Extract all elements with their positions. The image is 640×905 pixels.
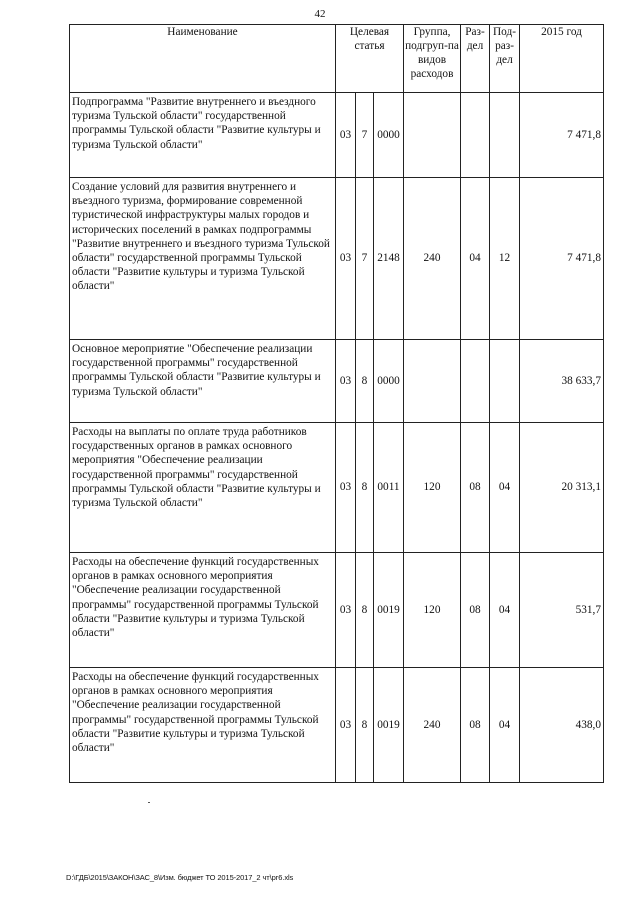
row-code-2: 8 [356,423,374,553]
row-code-2: 8 [356,668,374,783]
row-code-1: 03 [336,553,356,668]
row-subsection: 04 [490,553,520,668]
row-subsection [490,93,520,178]
table-row [70,340,604,423]
table-row [70,668,604,783]
row-amount: 7 471,8 [520,93,604,178]
row-section: 04 [461,178,490,340]
row-code-2: 8 [356,553,374,668]
budget-table [69,24,604,783]
row-name: Расходы на выплаты по оплате труда работников государственных органов в рамках основного мероприятия "Обеспечение реализации государственной программы" государственной программы Тульской области "Развитие культуры и туризма Тульской области" [70,423,336,553]
row-subsection: 04 [490,423,520,553]
table-row [70,553,604,668]
row-code-3: 2148 [374,178,404,340]
row-code-1: 03 [336,340,356,423]
row-group: 120 [404,423,461,553]
row-section [461,340,490,423]
row-code-2: 8 [356,340,374,423]
row-code-3: 0000 [374,93,404,178]
row-amount: 20 313,1 [520,423,604,553]
row-amount: 7 471,8 [520,178,604,340]
row-code-2: 7 [356,178,374,340]
table-row [70,178,604,340]
row-code-1: 03 [336,423,356,553]
header-subsection: Под-раз-дел [490,25,520,93]
row-amount: 438,0 [520,668,604,783]
row-code-1: 03 [336,93,356,178]
row-section: 08 [461,553,490,668]
page-number: 42 [314,8,326,20]
scan-speck [148,802,150,803]
row-group [404,340,461,423]
row-group: 240 [404,178,461,340]
row-name: Расходы на обеспечение функций государственных органов в рамках основного мероприятия "Обеспечение реализации государственной программы" государственной программы Тульской области "Развитие культуры и туризма Тульской области" [70,553,336,668]
row-group: 240 [404,668,461,783]
row-section: 08 [461,668,490,783]
row-code-1: 03 [336,668,356,783]
table-row [70,423,604,553]
row-code-3: 0019 [374,668,404,783]
row-subsection [490,340,520,423]
row-code-1: 03 [336,178,356,340]
header-name: Наименование [70,25,336,93]
row-name: Создание условий для развития внутреннего и въездного туризма, формирование современной туристической инфраструктуры малых городов и исторических поселений в рамках подпрограммы "Развитие внутреннего и въездного туризма Тульской области" государственной программы Тульской области "Развитие культуры и туризма Тульской области" [70,178,336,340]
row-name: Подпрограмма "Развитие внутреннего и въездного туризма Тульской области" государственной программы Тульской области "Развитие культуры и туризма Тульской области" [70,93,336,178]
row-amount: 531,7 [520,553,604,668]
header-year: 2015 год [520,25,604,93]
row-subsection: 04 [490,668,520,783]
header-group: Группа, подгруп-па видов расходов [404,25,461,93]
row-name: Расходы на обеспечение функций государственных органов в рамках основного мероприятия "Обеспечение реализации государственной программы" государственной программы Тульской области "Развитие культуры и туризма Тульской области" [70,668,336,783]
row-code-2: 7 [356,93,374,178]
row-section: 08 [461,423,490,553]
row-code-3: 0019 [374,553,404,668]
row-group [404,93,461,178]
table-header-row [70,25,604,93]
row-amount: 38 633,7 [520,340,604,423]
row-subsection: 12 [490,178,520,340]
row-section [461,93,490,178]
header-target-article: Целевая статья [336,25,404,93]
row-group: 120 [404,553,461,668]
header-section: Раз-дел [461,25,490,93]
row-code-3: 0000 [374,340,404,423]
footer-file-path: D:\ГДБ\2015\ЗАКОН\ЗАС_8\Изм. бюджет ТО 2015-2017_2 чт\рг6.xls [66,873,294,882]
row-code-3: 0011 [374,423,404,553]
table-row [70,93,604,178]
row-name: Основное мероприятие "Обеспечение реализации государственной программы" государственной программы Тульской области "Развитие культуры и туризма Тульской области" [70,340,336,423]
